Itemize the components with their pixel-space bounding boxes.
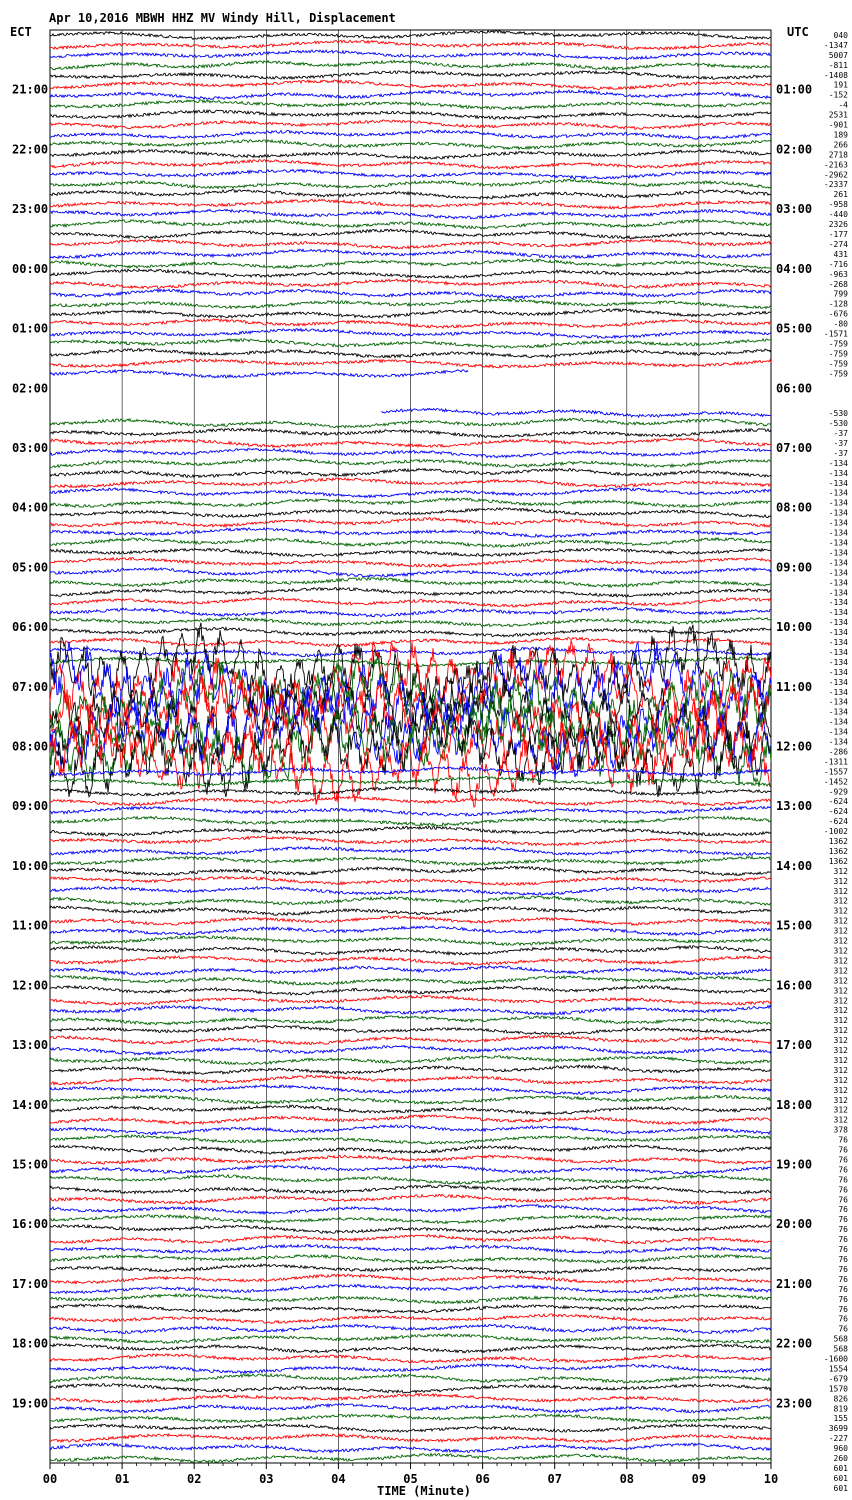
- row-offset-label: 312: [833, 876, 848, 886]
- row-offset-label: -128: [828, 299, 848, 309]
- row-offset-label: 2326: [828, 220, 848, 230]
- x-axis: [43, 1463, 778, 1486]
- right-hour-label: 10:00: [776, 620, 813, 635]
- row-offset-label: -1600: [823, 1354, 848, 1364]
- row-offset-label: -134: [828, 498, 848, 508]
- row-offset-label: -134: [828, 508, 848, 518]
- row-offset-label: -134: [828, 628, 848, 638]
- left-hour-label: 12:00: [12, 978, 49, 993]
- row-offset-label: -37: [833, 429, 848, 439]
- row-offset-label: 312: [833, 936, 848, 946]
- row-offset-label: -286: [828, 747, 848, 757]
- row-offset-label: 312: [833, 1016, 848, 1026]
- row-offset-label: -134: [828, 488, 848, 498]
- x-tick-label: 05: [403, 1472, 418, 1486]
- row-offset-label: -134: [828, 687, 848, 697]
- row-offset-label: 378: [833, 1125, 848, 1135]
- row-offset-label: 76: [838, 1165, 848, 1175]
- row-offset-label: -759: [828, 339, 848, 349]
- row-offset-label: 312: [833, 926, 848, 936]
- row-offset-label: -134: [828, 697, 848, 707]
- chart-title: Apr 10,2016 MBWH HHZ MV Windy Hill, Displacement: [49, 11, 396, 25]
- right-hour-label: 05:00: [776, 321, 813, 336]
- row-offset-label: -963: [828, 269, 848, 279]
- right-hour-label: 08:00: [776, 500, 813, 515]
- row-offset-label: 76: [838, 1205, 848, 1215]
- row-offset-label: -624: [828, 797, 848, 807]
- row-offset-label: 76: [838, 1264, 848, 1274]
- row-offset-label: -134: [828, 657, 848, 667]
- row-offset-label: -80: [833, 319, 848, 329]
- right-hour-label: 23:00: [776, 1396, 813, 1411]
- left-hour-label: 04:00: [12, 500, 49, 515]
- left-hour-label: 10:00: [12, 858, 49, 873]
- trace-row: [50, 370, 468, 378]
- row-offset-label: 312: [833, 896, 848, 906]
- left-hour-label: 02:00: [12, 381, 49, 396]
- row-offset-label: -134: [828, 558, 848, 568]
- row-offset-label: 312: [833, 1036, 848, 1046]
- row-offset-label: -134: [828, 568, 848, 578]
- left-hour-label: 23:00: [12, 202, 49, 217]
- x-tick-label: 03: [259, 1472, 274, 1486]
- row-offset-label: 1362: [828, 837, 848, 847]
- row-offset-label: 76: [838, 1145, 848, 1155]
- row-offset-label: 76: [838, 1314, 848, 1324]
- row-offset-label: 76: [838, 1155, 848, 1165]
- row-offset-label: 312: [833, 916, 848, 926]
- row-offset-label: 312: [833, 1085, 848, 1095]
- row-offset-label: 312: [833, 1026, 848, 1036]
- right-hour-axis: [776, 83, 812, 1411]
- row-offset-label: 76: [838, 1245, 848, 1255]
- row-offset-label: -1002: [823, 827, 848, 837]
- left-hour-label: 11:00: [12, 918, 49, 933]
- row-offset-label: -1557: [823, 767, 848, 777]
- row-offset-label: -227: [828, 1434, 848, 1444]
- row-offset-label: 260: [833, 1454, 848, 1464]
- right-hour-label: 06:00: [776, 381, 813, 396]
- right-hour-label: 04:00: [776, 261, 813, 276]
- row-offset-label: -530: [828, 409, 848, 419]
- row-offset-label: 5007: [828, 50, 848, 60]
- row-offset-label: 76: [838, 1284, 848, 1294]
- row-offset-label: -37: [833, 448, 848, 458]
- row-offset-label: -152: [828, 90, 848, 100]
- right-hour-label: 21:00: [776, 1276, 813, 1291]
- row-offset-label: -134: [828, 478, 848, 488]
- row-offset-label: -624: [828, 807, 848, 817]
- row-offset-label: -716: [828, 259, 848, 269]
- row-offset-label: 3699: [828, 1424, 848, 1434]
- row-offset-label: -37: [833, 438, 848, 448]
- row-offset-label: -901: [828, 120, 848, 130]
- row-offset-label: 312: [833, 1105, 848, 1115]
- row-offset-label: 312: [833, 1065, 848, 1075]
- row-offset-label: -958: [828, 200, 848, 210]
- x-tick-label: 06: [475, 1472, 490, 1486]
- row-offset-label: 76: [838, 1195, 848, 1205]
- row-offset-label: 2718: [828, 150, 848, 160]
- x-tick-label: 10: [763, 1472, 779, 1486]
- row-offset-label: 312: [833, 1055, 848, 1065]
- row-offset-label: -759: [828, 359, 848, 369]
- x-tick-label: 08: [619, 1472, 635, 1486]
- left-hour-label: 16:00: [12, 1217, 49, 1232]
- row-offset-label: 76: [838, 1185, 848, 1195]
- row-offset-label: 601: [833, 1483, 848, 1493]
- left-hour-label: 22:00: [12, 142, 49, 157]
- row-offset-label: -811: [828, 60, 848, 70]
- row-offset-label: 76: [838, 1225, 848, 1235]
- row-offset-label: -1452: [823, 777, 848, 787]
- row-offset-label: 312: [833, 906, 848, 916]
- row-offset-label: -274: [828, 239, 848, 249]
- row-offset-label: 312: [833, 946, 848, 956]
- x-tick-label: 00: [42, 1472, 58, 1486]
- row-offset-label: 1362: [828, 846, 848, 856]
- row-offset-label: -134: [828, 707, 848, 717]
- row-offset-label: 601: [833, 1463, 848, 1473]
- right-hour-label: 18:00: [776, 1097, 813, 1112]
- right-hour-label: 19:00: [776, 1157, 813, 1172]
- trace-row: [382, 408, 771, 417]
- row-offset-label: 312: [833, 986, 848, 996]
- right-hour-label: 02:00: [776, 142, 813, 157]
- right-hour-label: 17:00: [776, 1038, 813, 1053]
- row-offset-label: 2531: [828, 110, 848, 120]
- right-timezone-label: UTC: [787, 25, 809, 39]
- right-hour-label: 13:00: [776, 799, 813, 814]
- left-hour-label: 21:00: [12, 82, 49, 97]
- row-offset-label: 601: [833, 1473, 848, 1483]
- row-offset-label: 76: [838, 1215, 848, 1225]
- left-hour-label: 06:00: [12, 620, 49, 635]
- row-offset-label: 312: [833, 866, 848, 876]
- x-axis-title: TIME (Minute): [377, 1484, 471, 1498]
- row-offset-label: -134: [828, 737, 848, 747]
- row-offset-label: -440: [828, 210, 848, 220]
- row-offset-label: 76: [838, 1304, 848, 1314]
- row-offset-label: 1570: [828, 1384, 848, 1394]
- row-offset-label: 312: [833, 1006, 848, 1016]
- left-hour-label: 13:00: [12, 1038, 49, 1053]
- row-offset-label: -177: [828, 230, 848, 240]
- left-hour-label: 00:00: [12, 261, 49, 276]
- row-offset-label: 312: [833, 1046, 848, 1056]
- row-offset-label: -134: [828, 458, 848, 468]
- row-offset-label: -134: [828, 667, 848, 677]
- row-offset-label: 189: [833, 130, 848, 140]
- row-offset-label: 76: [838, 1135, 848, 1145]
- row-offset-label: -1311: [823, 757, 848, 767]
- right-hour-label: 12:00: [776, 739, 813, 754]
- row-offset-label: 312: [833, 1095, 848, 1105]
- row-offset-label: 568: [833, 1334, 848, 1344]
- row-offset-label: 76: [838, 1294, 848, 1304]
- row-offset-label: -134: [828, 727, 848, 737]
- row-offset-label: 826: [833, 1394, 848, 1404]
- left-hour-label: 08:00: [12, 739, 49, 754]
- row-offset-label: 312: [833, 1115, 848, 1125]
- left-hour-label: 19:00: [12, 1396, 49, 1411]
- row-offset-label: -134: [828, 717, 848, 727]
- row-offset-label: -2962: [823, 170, 848, 180]
- left-hour-label: 09:00: [12, 799, 49, 814]
- row-offset-label: -134: [828, 538, 848, 548]
- left-hour-label: 05:00: [12, 560, 49, 575]
- row-offset-label: 960: [833, 1444, 848, 1454]
- right-hour-label: 03:00: [776, 202, 813, 217]
- row-offset-label: 040: [833, 30, 848, 40]
- row-offset-label: -134: [828, 598, 848, 608]
- row-offset-label: 312: [833, 886, 848, 896]
- right-hour-label: 15:00: [776, 918, 813, 933]
- right-hour-label: 11:00: [776, 679, 813, 694]
- row-offset-labels: [824, 31, 848, 1493]
- row-offset-label: -676: [828, 309, 848, 319]
- row-offset-label: 76: [838, 1235, 848, 1245]
- row-offset-label: 1362: [828, 856, 848, 866]
- row-offset-label: 191: [833, 80, 848, 90]
- x-tick-label: 07: [547, 1472, 562, 1486]
- row-offset-label: -929: [828, 787, 848, 797]
- row-offset-label: 76: [838, 1324, 848, 1334]
- left-hour-label: 17:00: [12, 1276, 49, 1291]
- row-offset-label: -530: [828, 419, 848, 429]
- row-offset-label: 1554: [828, 1364, 848, 1374]
- x-tick-label: 01: [114, 1472, 130, 1486]
- row-offset-label: -134: [828, 468, 848, 478]
- row-offset-label: -4: [838, 100, 848, 110]
- row-offset-label: -268: [828, 279, 848, 289]
- right-hour-label: 09:00: [776, 560, 813, 575]
- row-offset-label: -759: [828, 369, 848, 379]
- left-hour-axis: [12, 83, 48, 1411]
- row-offset-label: 312: [833, 1075, 848, 1085]
- right-hour-label: 20:00: [776, 1217, 813, 1232]
- row-offset-label: 819: [833, 1404, 848, 1414]
- right-hour-label: 14:00: [776, 858, 813, 873]
- row-offset-label: -134: [828, 638, 848, 648]
- left-hour-label: 18:00: [12, 1336, 49, 1351]
- row-offset-label: 76: [838, 1175, 848, 1185]
- right-hour-label: 22:00: [776, 1336, 813, 1351]
- row-offset-label: -1571: [823, 329, 848, 339]
- row-offset-label: 431: [833, 249, 848, 259]
- left-hour-label: 14:00: [12, 1097, 49, 1112]
- row-offset-label: 312: [833, 956, 848, 966]
- row-offset-label: -759: [828, 349, 848, 359]
- right-hour-label: 01:00: [776, 82, 813, 97]
- left-hour-label: 07:00: [12, 679, 49, 694]
- row-offset-label: -624: [828, 817, 848, 827]
- right-hour-label: 07:00: [776, 440, 813, 455]
- row-offset-label: 76: [838, 1274, 848, 1284]
- row-offset-label: -134: [828, 528, 848, 538]
- row-offset-label: -134: [828, 548, 848, 558]
- row-offset-label: 266: [833, 140, 848, 150]
- row-offset-label: -134: [828, 618, 848, 628]
- row-offset-label: -2163: [823, 160, 848, 170]
- row-offset-label: -2337: [823, 180, 848, 190]
- row-offset-label: 312: [833, 996, 848, 1006]
- left-timezone-label: ECT: [10, 25, 32, 39]
- row-offset-label: -1408: [823, 70, 848, 80]
- left-hour-label: 01:00: [12, 321, 49, 336]
- row-offset-label: 261: [833, 190, 848, 200]
- row-offset-label: -134: [828, 518, 848, 528]
- row-offset-label: -134: [828, 677, 848, 687]
- row-offset-label: 155: [833, 1414, 848, 1424]
- row-offset-label: 312: [833, 976, 848, 986]
- row-offset-label: 76: [838, 1254, 848, 1264]
- row-offset-label: 568: [833, 1344, 848, 1354]
- row-offset-label: -134: [828, 608, 848, 618]
- left-hour-label: 15:00: [12, 1157, 49, 1172]
- row-offset-label: -134: [828, 578, 848, 588]
- row-offset-label: -134: [828, 588, 848, 598]
- x-tick-label: 04: [331, 1472, 346, 1486]
- row-offset-label: -1347: [823, 40, 848, 50]
- left-hour-label: 03:00: [12, 440, 49, 455]
- row-offset-label: -679: [828, 1374, 848, 1384]
- row-offset-label: 312: [833, 966, 848, 976]
- right-hour-label: 16:00: [776, 978, 813, 993]
- x-tick-label: 02: [186, 1472, 202, 1486]
- row-offset-label: -134: [828, 647, 848, 657]
- row-offset-label: 799: [833, 289, 848, 299]
- x-tick-label: 09: [691, 1472, 707, 1486]
